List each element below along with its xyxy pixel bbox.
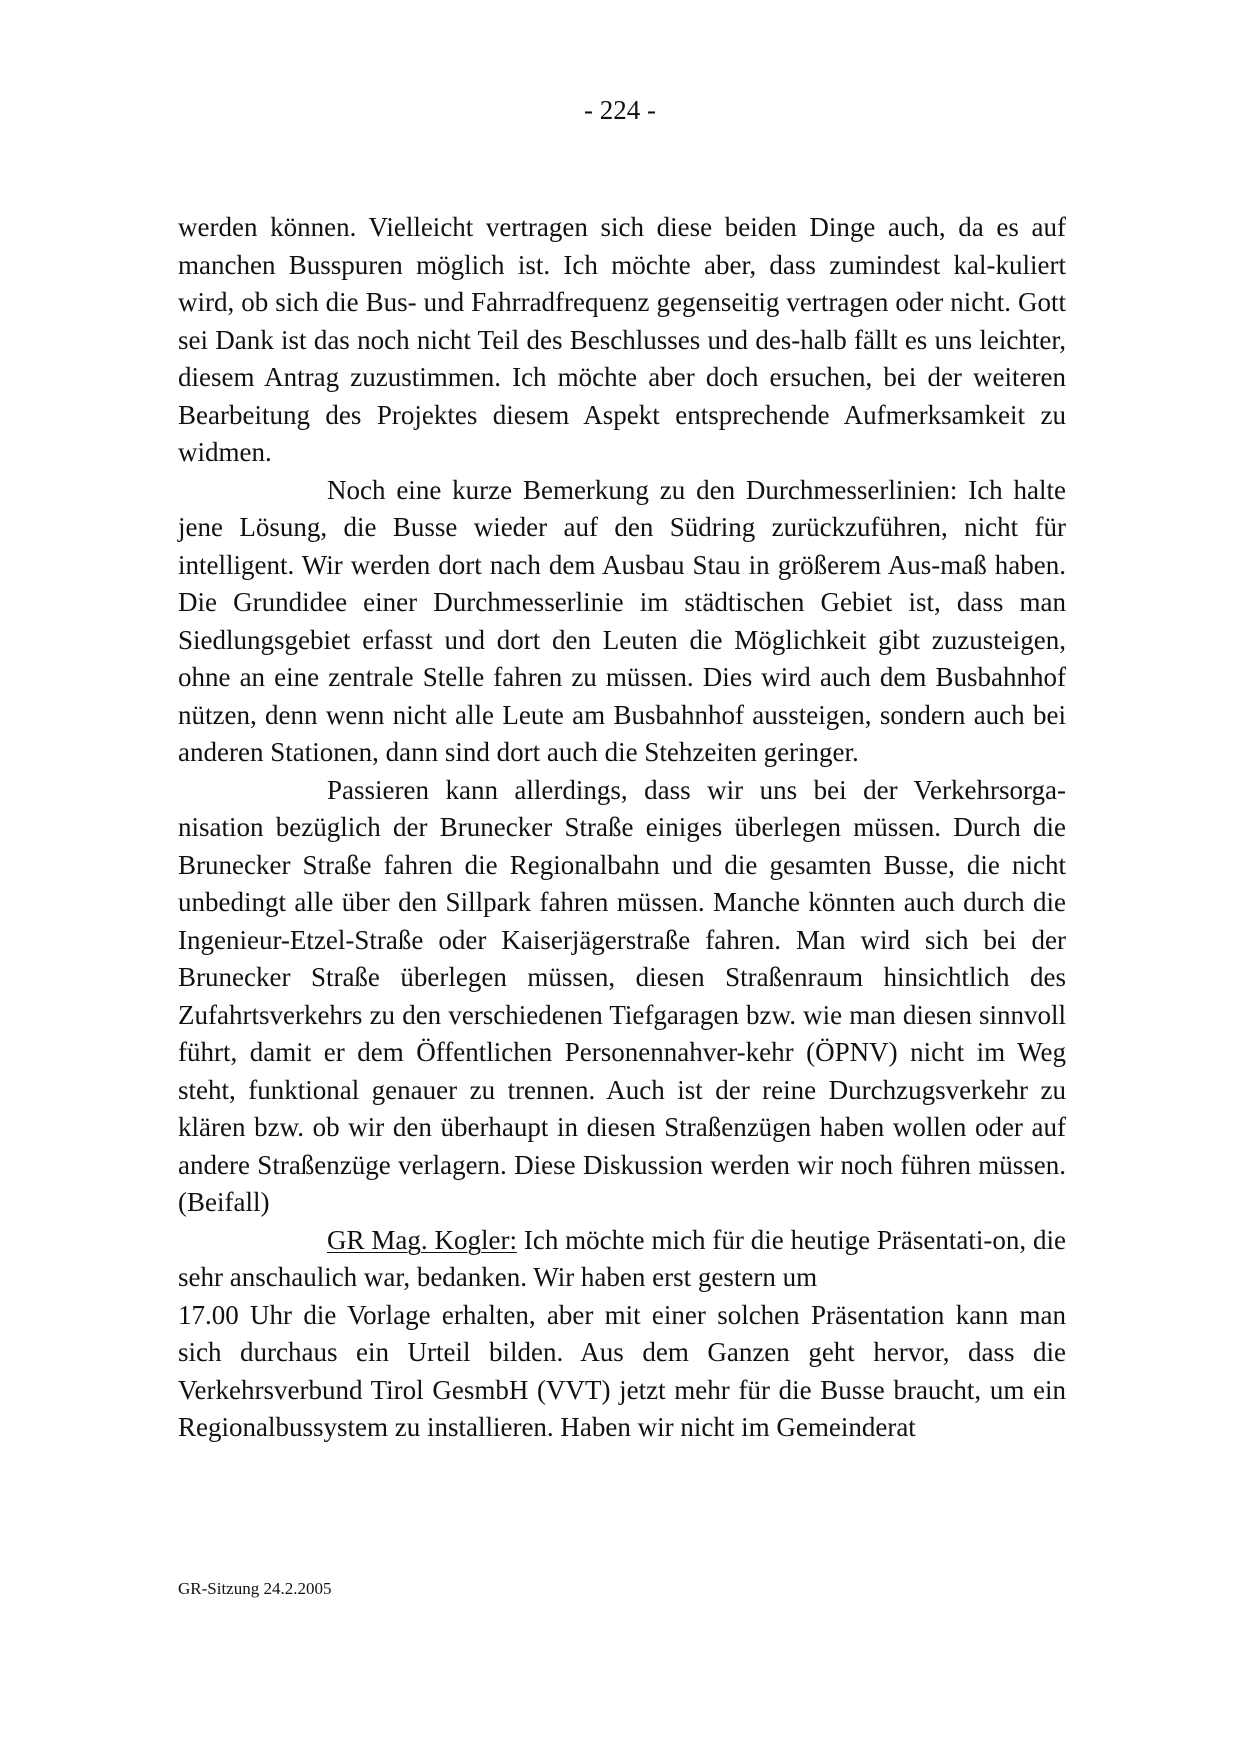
body-text (178, 209, 1066, 1447)
paragraph: Noch eine kurze Bemerkung zu den Durchmesserlinien: Ich halte jene Lösung, die Busse wieder auf den Südring zurückzuführen, nicht für intelligent. Wir werden dort nach dem Ausbau Stau in größerem Aus-maß haben. Die Grundidee einer Durchmesserlinie im städtischen Gebiet ist, dass man Siedlungsgebiet erfasst und dort den Leuten die Möglichkeit gibt zuzusteigen, ohne an eine zentrale Stelle fahren zu müssen. Dies wird auch dem Busbahnhof nützen, denn wenn nicht alle Leute am Busbahnhof aussteigen, sondern auch bei anderen Stationen, dann sind dort auch die Stehzeiten geringer. (178, 474, 1066, 767)
page-number: - 224 - (584, 95, 656, 125)
speaker-text-line1: Ich möchte mich für die heutige Präsentati-on, die sehr anschaulich war, bedanken. Wir haben erst gestern um (178, 1224, 1066, 1292)
speaker-paragraph (178, 1222, 1066, 1297)
paragraph: Passieren kann allerdings, dass wir uns bei der Verkehrsorga-nisation bezüglich der Brunecker Straße einiges überlegen müssen. Durch die Brunecker Straße fahren die Regionalbahn und die gesamten Busse, die nicht unbedingt alle über den Sillpark fahren müssen. Manche könnten auch durch die Ingenieur-Etzel-Straße oder Kaiserjägerstraße fahren. Man wird sich bei der Brunecker Straße überlegen müssen, diesen Straßenraum hinsichtlich des Zufahrtsverkehrs zu den verschiedenen Tiefgaragen bzw. wie man diesen sinnvoll führt, damit er dem Öffentlichen Personennahver-kehr (ÖPNV) nicht im Weg steht, funktional genauer zu trennen. Auch ist der reine Durchzugsverkehr zu klären bzw. ob wir den überhaupt in diesen Straßenzügen haben wollen oder auf andere Straßenzüge verlagern. Diese Diskussion werden wir noch führen müssen. (Beifall) (178, 774, 1066, 1217)
paragraph: werden können. Vielleicht vertragen sich diese beiden Dinge auch, da es auf manchen Busspuren möglich ist. Ich möchte aber, dass zumindest kal-kuliert wird, ob sich die Bus- und Fahrradfrequenz gegenseitig vertragen oder nicht. Gott sei Dank ist das noch nicht Teil des Beschlusses und des-halb fällt es uns leichter, diesem Antrag zuzustimmen. Ich möchte aber doch ersuchen, bei der weiteren Bearbeitung des Projektes diesem Aspekt entsprechende Aufmerksamkeit zu widmen. (178, 212, 1066, 467)
footer: GR-Sitzung 24.2.2005 (178, 1579, 332, 1598)
speaker-name: GR Mag. Kogler: (327, 1224, 517, 1255)
paragraph-continuation: 17.00 Uhr die Vorlage erhalten, aber mit einer solchen Präsentation kann man sich durchaus ein Urteil bilden. Aus dem Ganzen geht hervor, dass die Verkehrsverbund Tirol GesmbH (VVT) jetzt mehr für die Busse braucht, um ein Regionalbussystem zu installieren. Haben wir nicht im Gemeinderat (178, 1299, 1066, 1442)
